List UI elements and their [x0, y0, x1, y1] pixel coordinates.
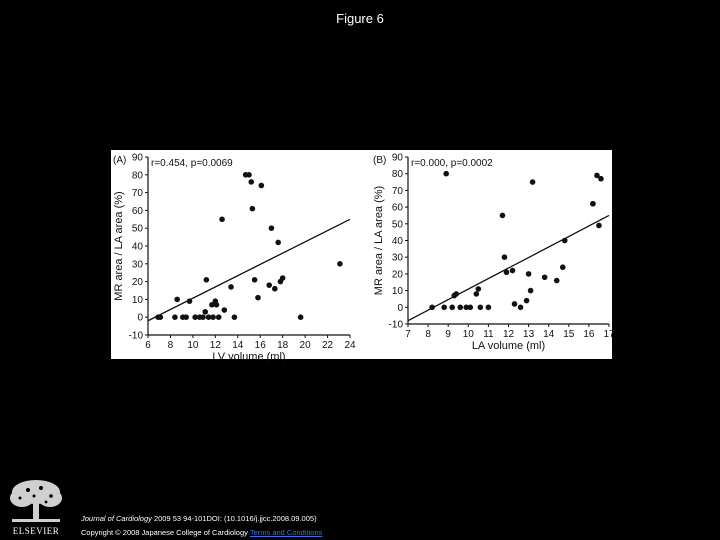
elsevier-wordmark: ELSEVIER	[12, 526, 60, 536]
chart-a-y-tick-label: 20	[131, 277, 143, 289]
chart-a-y-tick-label: 90	[131, 152, 143, 164]
elsevier-logo	[6, 478, 66, 536]
chart-b-x-tick-label: 17	[603, 329, 615, 340]
chart-a-data-point	[210, 314, 216, 320]
chart-b-data-point	[443, 171, 449, 177]
chart-a-data-point	[266, 282, 272, 288]
chart-b-y-tick-label: 70	[391, 185, 403, 197]
chart-a-x-tick-label: 6	[145, 340, 151, 351]
chart-a-data-point	[250, 206, 256, 212]
chart-a-data-point	[214, 302, 220, 308]
chart-b-data-point	[453, 291, 459, 297]
figure-panel	[111, 150, 615, 363]
chart-a-data-point	[187, 298, 193, 304]
chart-a-data-point	[255, 295, 261, 301]
chart-a-y-tick-label: 30	[131, 259, 143, 271]
chart-a-data-point	[248, 179, 254, 185]
chart-b-data-point	[429, 305, 435, 311]
chart-a-x-tick-label: 8	[167, 340, 174, 351]
chart-a-x-axis-label: LV volume (ml)	[212, 351, 286, 363]
chart-b-data-point	[512, 301, 518, 307]
chart-b-y-tick-label: 10	[391, 286, 403, 298]
chart-b-data-point	[504, 269, 510, 275]
chart-a-y-axis-label: MR area / LA area (%)	[113, 191, 125, 301]
chart-a-data-point	[228, 284, 234, 290]
chart-b-x-tick-label: 13	[523, 329, 535, 340]
chart-a-y-tick-label: 50	[131, 223, 143, 235]
chart-b-y-axis-label: MR area / LA area (%)	[373, 185, 385, 296]
chart-a-x-tick-label: 20	[299, 340, 311, 351]
chart-a-y-tick-label: 80	[131, 170, 143, 182]
chart-b-data-point	[554, 278, 560, 284]
chart-a-x-tick-label: 14	[232, 340, 244, 351]
chart-b-y-tick-label: 50	[391, 219, 403, 231]
chart-b-y-tick-label: 80	[391, 169, 403, 181]
chart-b-data-point	[596, 223, 602, 229]
chart-b-y-tick-label: 90	[391, 152, 403, 164]
chart-a-data-point	[204, 277, 210, 283]
chart-b-x-tick-label: 10	[462, 329, 474, 340]
copyright-text: Copyright © 2008 Japanese College of Cardiology	[81, 528, 250, 537]
chart-a-data-point	[232, 314, 238, 320]
chart-a-x-tick-label: 18	[277, 340, 289, 351]
chart-b-fit-line	[408, 215, 609, 320]
chart-b-stat-text: r=0.000, p=0.0002	[411, 158, 493, 169]
chart-a-data-point	[246, 172, 252, 178]
chart-b-data-point	[500, 213, 506, 219]
chart-a-data-point	[298, 314, 304, 320]
chart-a-data-point	[174, 297, 180, 303]
chart-b-data-point	[562, 238, 568, 244]
chart-b-data-point	[518, 305, 524, 311]
chart-b-y-tick-label: 30	[391, 252, 403, 264]
chart-a-data-point	[202, 309, 208, 315]
chart-a-x-tick-label: 12	[209, 340, 221, 351]
chart-b-data-point	[598, 176, 604, 182]
chart-a-y-tick-label: 0	[137, 312, 143, 324]
chart-a-group	[113, 153, 356, 364]
chart-b-y-tick-label: -10	[388, 319, 403, 331]
chart-b-x-axis-label: LA volume (ml)	[471, 340, 546, 352]
chart-b-data-point	[441, 305, 447, 311]
chart-b-y-tick-label: 40	[391, 236, 403, 247]
scatter-plots	[111, 150, 615, 363]
chart-b-data-point	[528, 288, 534, 294]
chart-a-y-tick-label: 70	[131, 188, 143, 200]
tree-logo-icon	[6, 478, 66, 524]
chart-a-data-point	[222, 307, 228, 313]
chart-a-data-point	[183, 314, 189, 320]
chart-b-data-point	[524, 298, 530, 304]
chart-b-x-tick-label: 14	[543, 329, 555, 340]
chart-b-x-tick-label: 16	[583, 329, 595, 340]
chart-b-data-point	[526, 271, 532, 277]
figure-title: Figure 6	[336, 11, 384, 26]
chart-b-x-tick-label: 11	[483, 329, 494, 340]
chart-a-x-tick-label: 10	[187, 340, 199, 351]
chart-a-x-tick-label: 22	[321, 340, 334, 351]
chart-b-data-point	[530, 179, 536, 185]
chart-a-data-point	[219, 217, 225, 223]
chart-a-fit-line	[148, 219, 350, 320]
chart-b-data-point	[474, 291, 480, 297]
chart-a-data-point	[272, 286, 278, 292]
chart-a-data-point	[337, 261, 343, 267]
chart-a-panel-label: (A)	[113, 155, 127, 166]
chart-b-x-tick-label: 9	[445, 329, 451, 340]
chart-b-x-tick-label: 7	[405, 329, 411, 340]
chart-b-data-point	[502, 254, 508, 260]
chart-b-data-point	[478, 305, 484, 311]
chart-b-y-tick-label: 60	[391, 202, 403, 214]
citation-details: 2009 53 94-101DOI: (10.1016/j.jjcc.2008.09.005)	[151, 514, 317, 523]
chart-a-stat-text: r=0.454, p=0.0069	[151, 158, 233, 169]
chart-b-data-point	[510, 268, 516, 274]
chart-a-y-tick-label: 10	[131, 294, 143, 306]
chart-a-data-point	[259, 183, 265, 189]
chart-a-data-point	[252, 277, 258, 283]
terms-link[interactable]: Terms and Conditions	[249, 528, 323, 537]
chart-a-data-point	[200, 314, 206, 320]
chart-b-x-tick-label: 15	[563, 329, 575, 340]
chart-b-y-tick-label: 0	[397, 302, 403, 314]
chart-b-x-tick-label: 12	[502, 329, 515, 340]
chart-a-y-tick-label: -10	[128, 330, 143, 342]
chart-a-data-point	[172, 314, 178, 320]
chart-a-data-point	[275, 240, 281, 246]
copyright-line	[81, 529, 322, 537]
chart-b-data-point	[590, 201, 596, 207]
chart-a-y-tick-label: 40	[131, 241, 143, 253]
chart-a-data-point	[280, 275, 286, 281]
chart-b-data-point	[468, 305, 474, 311]
chart-b-data-point	[457, 305, 463, 311]
chart-a-data-point	[158, 314, 164, 320]
chart-b-group	[373, 153, 615, 353]
chart-a-y-tick-label: 60	[131, 205, 143, 217]
journal-name: Journal of Cardiology	[81, 514, 152, 523]
chart-b-data-point	[476, 286, 482, 292]
chart-b-data-point	[542, 274, 548, 280]
chart-a-x-tick-label: 24	[344, 340, 356, 351]
chart-b-data-point	[449, 305, 455, 311]
chart-b-data-point	[560, 264, 566, 270]
chart-a-data-point	[216, 314, 222, 320]
chart-b-panel-label: (B)	[373, 155, 387, 166]
citation-line	[81, 515, 317, 523]
chart-a-data-point	[269, 225, 275, 231]
chart-a-x-tick-label: 16	[254, 340, 266, 351]
chart-b-x-tick-label: 8	[425, 329, 431, 340]
chart-b-data-point	[486, 305, 492, 311]
chart-b-y-tick-label: 20	[391, 269, 403, 281]
